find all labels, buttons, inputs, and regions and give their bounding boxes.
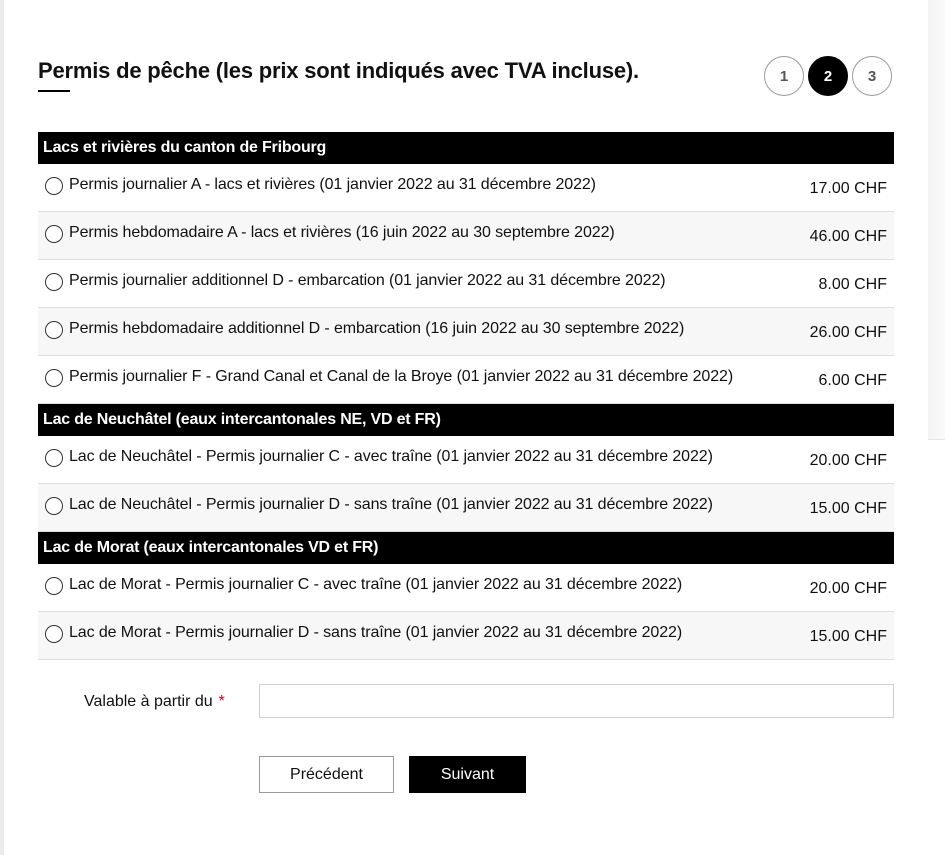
required-marker: * <box>218 693 225 710</box>
radio-unchecked-icon[interactable] <box>45 177 63 195</box>
valid-from-field-group <box>84 684 894 718</box>
permit-label: Lac de Neuchâtel - Permis journalier D - sans traîne (01 janvier 2022 au 31 décembre 2022) <box>69 495 713 513</box>
permit-price: 6.00 CHF <box>818 371 887 389</box>
radio-unchecked-icon[interactable] <box>45 497 63 515</box>
section-header-morat: Lac de Morat (eaux intercantonales VD et FR) <box>38 532 894 564</box>
title-underline <box>38 90 70 92</box>
permit-label: Lac de Neuchâtel - Permis journalier C - avec traîne (01 janvier 2022 au 31 décembre 2022) <box>69 447 713 465</box>
step-2-current[interactable]: 2 <box>808 56 848 96</box>
step-3[interactable]: 3 <box>852 56 892 96</box>
permit-option[interactable] <box>38 436 894 484</box>
permit-option[interactable] <box>38 260 894 308</box>
permit-label: Permis journalier F - Grand Canal et Canal de la Broye (01 janvier 2022 au 31 décembre 2022) <box>69 367 734 385</box>
radio-unchecked-icon[interactable] <box>45 449 63 467</box>
permit-price: 15.00 CHF <box>809 499 887 517</box>
permit-option[interactable] <box>38 308 894 356</box>
permit-option[interactable] <box>38 612 894 660</box>
page-header <box>38 58 638 84</box>
permit-label: Permis journalier additionnel D - embarcation (01 janvier 2022 au 31 décembre 2022) <box>69 271 666 289</box>
permit-price: 8.00 CHF <box>818 275 887 293</box>
permit-option[interactable] <box>38 212 894 260</box>
permit-label: Permis hebdomadaire additionnel D - embarcation (16 juin 2022 au 30 septembre 2022) <box>69 319 685 337</box>
permit-label: Permis journalier A - lacs et rivières (01 janvier 2022 au 31 décembre 2022) <box>69 175 596 193</box>
permit-price: 46.00 CHF <box>809 227 887 245</box>
radio-unchecked-icon[interactable] <box>45 369 63 387</box>
radio-unchecked-icon[interactable] <box>45 321 63 339</box>
permit-price: 20.00 CHF <box>809 579 887 597</box>
page-title: Permis de pêche (les prix sont indiqués avec TVA incluse). <box>38 58 639 83</box>
permit-option[interactable] <box>38 356 894 404</box>
permit-price: 15.00 CHF <box>809 627 887 645</box>
step-1[interactable]: 1 <box>764 56 804 96</box>
radio-unchecked-icon[interactable] <box>45 225 63 243</box>
permit-price: 26.00 CHF <box>809 323 887 341</box>
permit-label: Lac de Morat - Permis journalier C - avec traîne (01 janvier 2022 au 31 décembre 2022) <box>69 575 683 593</box>
section-header-fribourg: Lacs et rivières du canton de Fribourg <box>38 132 894 164</box>
permit-price: 17.00 CHF <box>809 179 887 197</box>
valid-from-label-text: Valable à partir du <box>84 693 213 710</box>
section-header-neuchatel: Lac de Neuchâtel (eaux intercantonales NE, VD et FR) <box>38 404 894 436</box>
permit-option[interactable] <box>38 164 894 212</box>
left-border <box>0 0 4 855</box>
previous-button[interactable]: Précédent <box>259 756 394 793</box>
permit-label: Lac de Morat - Permis journalier D - sans traîne (01 janvier 2022 au 31 décembre 2022) <box>69 623 683 641</box>
radio-unchecked-icon[interactable] <box>45 273 63 291</box>
radio-unchecked-icon[interactable] <box>45 625 63 643</box>
valid-from-label <box>84 693 225 711</box>
valid-from-input[interactable] <box>259 684 894 718</box>
step-indicator <box>764 56 896 96</box>
side-panel-edge <box>928 0 945 440</box>
permit-list <box>38 132 894 660</box>
permit-label: Permis hebdomadaire A - lacs et rivières (16 juin 2022 au 30 septembre 2022) <box>69 223 615 241</box>
permit-price: 20.00 CHF <box>809 451 887 469</box>
radio-unchecked-icon[interactable] <box>45 577 63 595</box>
next-button[interactable]: Suivant <box>409 756 526 793</box>
permit-option[interactable] <box>38 484 894 532</box>
permit-option[interactable] <box>38 564 894 612</box>
